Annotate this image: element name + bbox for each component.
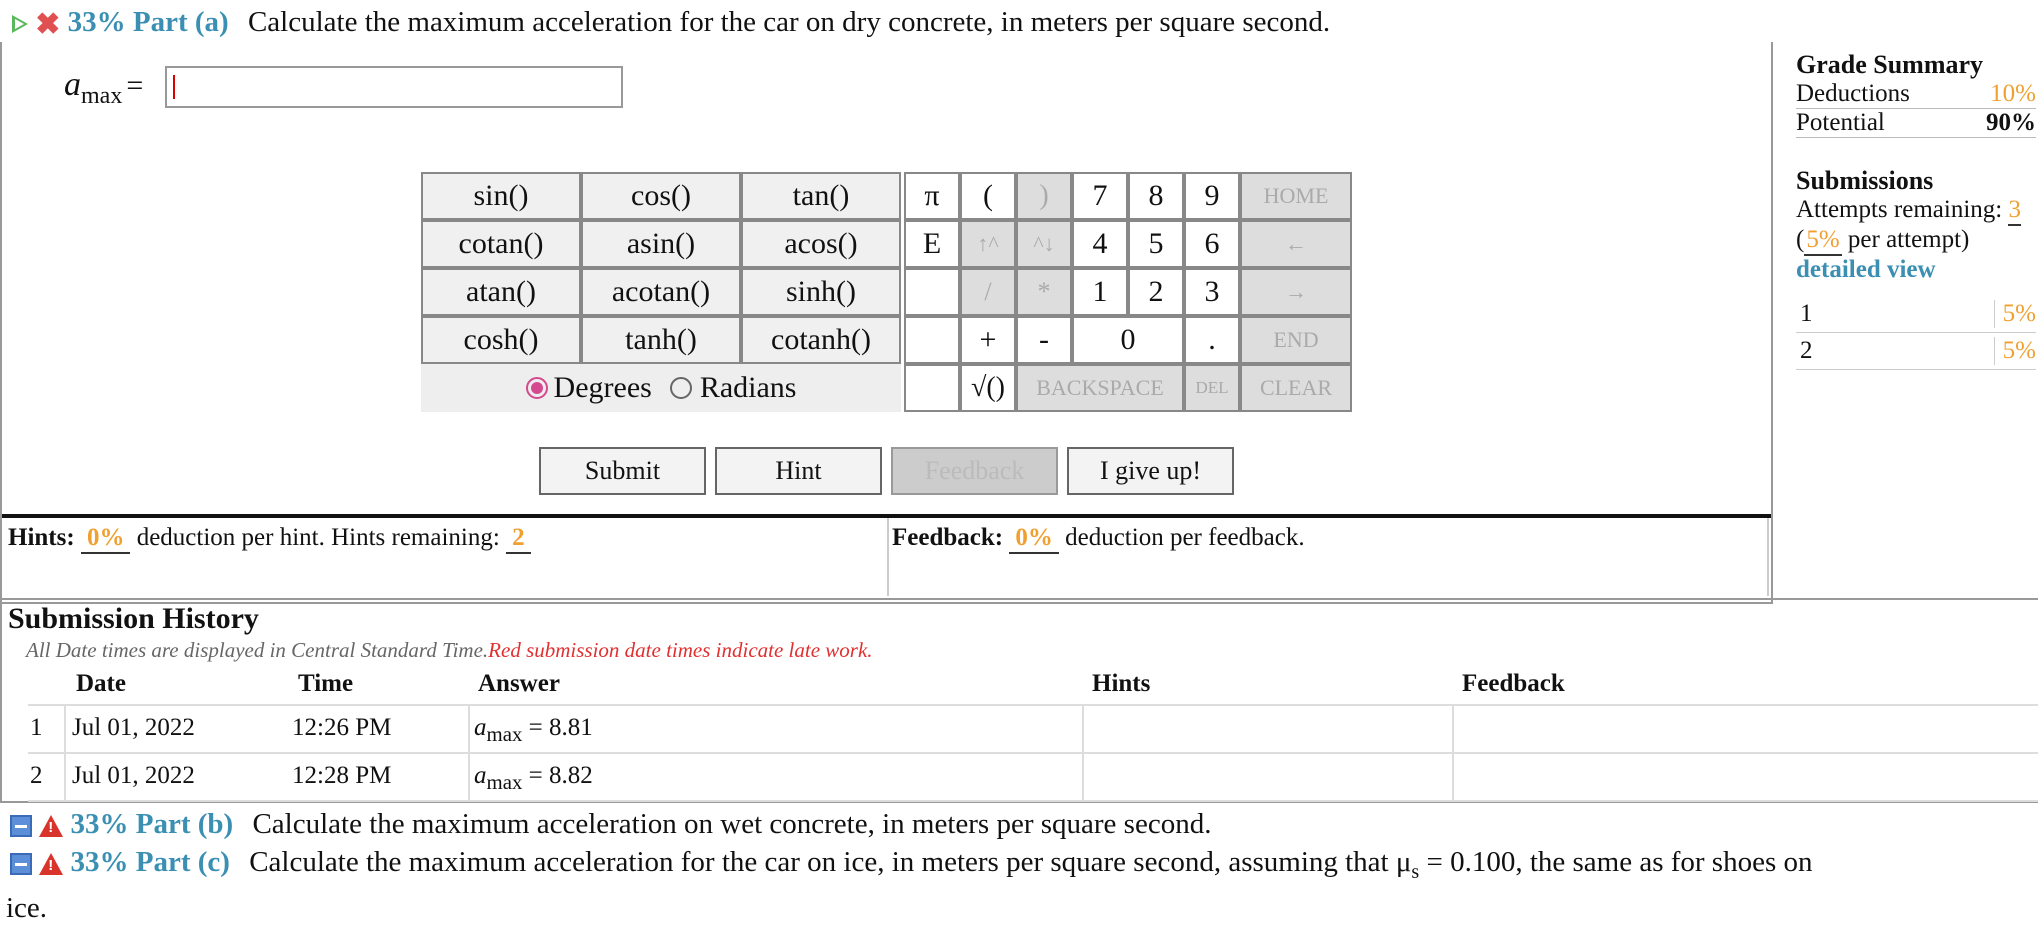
collapse-icon[interactable] — [10, 853, 32, 875]
divide-button[interactable]: / — [960, 268, 1016, 316]
attempts-label: Attempts remaining: — [1796, 196, 2003, 223]
cursor-right-button[interactable]: → — [1240, 268, 1352, 316]
close-paren-button[interactable]: ) — [1016, 172, 1072, 220]
sinh-button[interactable]: sinh() — [741, 268, 901, 316]
submissions-title: Submissions — [1796, 166, 1934, 195]
expand-arrow-icon[interactable] — [12, 15, 28, 33]
plus-button[interactable]: + — [960, 316, 1016, 364]
part-c-header[interactable] — [10, 846, 1813, 884]
part-a-label: Part (a) — [132, 6, 229, 38]
sin-button[interactable]: sin() — [421, 172, 581, 220]
sqrt-button[interactable]: √() — [960, 364, 1016, 412]
hints-info: Hints: 0% deduction per hint. Hints remaining: 2 — [8, 524, 531, 554]
collapse-icon[interactable] — [10, 815, 32, 837]
answer-input[interactable] — [165, 66, 623, 108]
radians-radio[interactable] — [670, 377, 692, 399]
part-c-label: Part (c) — [135, 846, 230, 878]
history-note: All Date times are displayed in Central Standard Time.Red submission date times indicate late work. — [26, 638, 873, 662]
detailed-view-link[interactable]: detailed view — [1796, 256, 1936, 283]
grade-summary: Grade Summary Deductions 10% Potential 90% Submissions Attempts remaining: 3 (5% per attempt) detailed view 1 5% 2 5% — [1796, 50, 2036, 370]
part-b-header[interactable] — [10, 808, 1211, 841]
empty-key — [904, 316, 960, 364]
table-row: 2 Jul 01, 2022 12:28 PM $a_{max} = 8.82$ — [28, 754, 2038, 802]
feedback-info: Feedback: 0% deduction per feedback. — [892, 524, 1305, 554]
open-paren-button[interactable]: ( — [960, 172, 1016, 220]
home-button[interactable]: HOME — [1240, 172, 1352, 220]
per-attempt-pct: 5% — [1804, 226, 1841, 256]
decimal-point-button[interactable]: . — [1184, 316, 1240, 364]
col-date: Date — [76, 670, 126, 697]
cos-button[interactable]: cos() — [581, 172, 741, 220]
digit-2-button[interactable]: 2 — [1128, 268, 1184, 316]
multiply-button[interactable]: * — [1016, 268, 1072, 316]
digit-0-button[interactable]: 0 — [1072, 316, 1184, 364]
empty-key — [904, 364, 960, 412]
pi-button[interactable]: π — [904, 172, 960, 220]
digit-1-button[interactable]: 1 — [1072, 268, 1128, 316]
digit-8-button[interactable]: 8 — [1128, 172, 1184, 220]
function-keypad — [421, 172, 901, 412]
digit-4-button[interactable]: 4 — [1072, 220, 1128, 268]
feedback-deduction: 0% — [1009, 524, 1059, 554]
backspace-button[interactable]: BACKSPACE — [1016, 364, 1184, 412]
part-a-header — [12, 6, 1330, 42]
table-row: 1 Jul 01, 2022 12:26 PM $a_{max} = 8.81$ — [28, 706, 2038, 754]
part-c-percent: 33% — [70, 846, 129, 878]
col-feedback: Feedback — [1462, 670, 1565, 697]
tan-button[interactable]: tan() — [741, 172, 901, 220]
part-a-percent: 33% — [67, 6, 126, 38]
col-answer: Answer — [478, 670, 560, 697]
acos-button[interactable]: acos() — [741, 220, 901, 268]
attempts-value: 3 — [2008, 196, 2021, 226]
part-b-percent: 33% — [70, 808, 129, 840]
digit-5-button[interactable]: 5 — [1128, 220, 1184, 268]
potential-label: Potential — [1796, 109, 1885, 136]
asin-button[interactable]: asin() — [581, 220, 741, 268]
deductions-value: 10% — [1990, 80, 2036, 107]
cotan-button[interactable]: cotan() — [421, 220, 581, 268]
atan-button[interactable]: atan() — [421, 268, 581, 316]
cosh-button[interactable]: cosh() — [421, 316, 581, 364]
numeric-keypad — [904, 172, 1354, 412]
end-button[interactable]: END — [1240, 316, 1352, 364]
grade-summary-title: Grade Summary — [1796, 50, 1984, 79]
tanh-button[interactable]: tanh() — [581, 316, 741, 364]
potential-value: 90% — [1986, 109, 2036, 136]
submission-row: 2 5% — [1796, 333, 2036, 370]
part-c-question-wrap: ice. — [6, 892, 48, 924]
submit-button[interactable]: Submit — [539, 447, 706, 495]
hints-remaining: 2 — [506, 524, 531, 554]
digit-9-button[interactable]: 9 — [1184, 172, 1240, 220]
radians-label: Radians — [699, 371, 797, 404]
digit-3-button[interactable]: 3 — [1184, 268, 1240, 316]
history-table — [28, 666, 2038, 802]
text-cursor — [173, 75, 175, 99]
give-up-button[interactable]: I give up! — [1067, 447, 1234, 495]
history-title: Submission History — [8, 602, 259, 635]
hint-button[interactable]: Hint — [715, 447, 882, 495]
acotan-button[interactable]: acotan() — [581, 268, 741, 316]
superscript-up-button[interactable]: ↑^ — [960, 220, 1016, 268]
degrees-label: Degrees — [553, 371, 652, 404]
submission-row: 1 5% — [1796, 296, 2036, 333]
warning-icon — [39, 853, 63, 875]
col-hints: Hints — [1092, 670, 1151, 697]
angle-unit-selector — [421, 364, 901, 412]
cotanh-button[interactable]: cotanh() — [741, 316, 901, 364]
degrees-radio[interactable] — [526, 377, 548, 399]
clear-button[interactable]: CLEAR — [1240, 364, 1352, 412]
part-c-question: Calculate the maximum acceleration for the car on ice, in meters per square second, assuming that $\mu_s = 0.100$, the same as for shoes on — [249, 846, 1813, 883]
cursor-left-button[interactable]: ← — [1240, 220, 1352, 268]
part-b-question: Calculate the maximum acceleration on wet concrete, in meters per square second. — [252, 808, 1212, 840]
minus-button[interactable]: - — [1016, 316, 1072, 364]
part-b-label: Part (b) — [135, 808, 234, 840]
col-time: Time — [298, 670, 354, 697]
answer-label: $a_{max}$ = — [64, 66, 144, 109]
hint-deduction: 0% — [81, 524, 131, 554]
superscript-down-button[interactable]: ^↓ — [1016, 220, 1072, 268]
e-button[interactable]: E — [904, 220, 960, 268]
feedback-button[interactable]: Feedback — [891, 447, 1058, 495]
warning-icon — [39, 815, 63, 837]
deductions-label: Deductions — [1796, 80, 1910, 107]
digit-7-button[interactable]: 7 — [1072, 172, 1128, 220]
delete-button[interactable]: DEL — [1184, 364, 1240, 412]
part-a-question: Calculate the maximum acceleration for the car on dry concrete, in meters per square second. — [247, 6, 1331, 38]
incorrect-x-icon: ✖ — [35, 7, 61, 41]
digit-6-button[interactable]: 6 — [1184, 220, 1240, 268]
empty-key — [904, 268, 960, 316]
